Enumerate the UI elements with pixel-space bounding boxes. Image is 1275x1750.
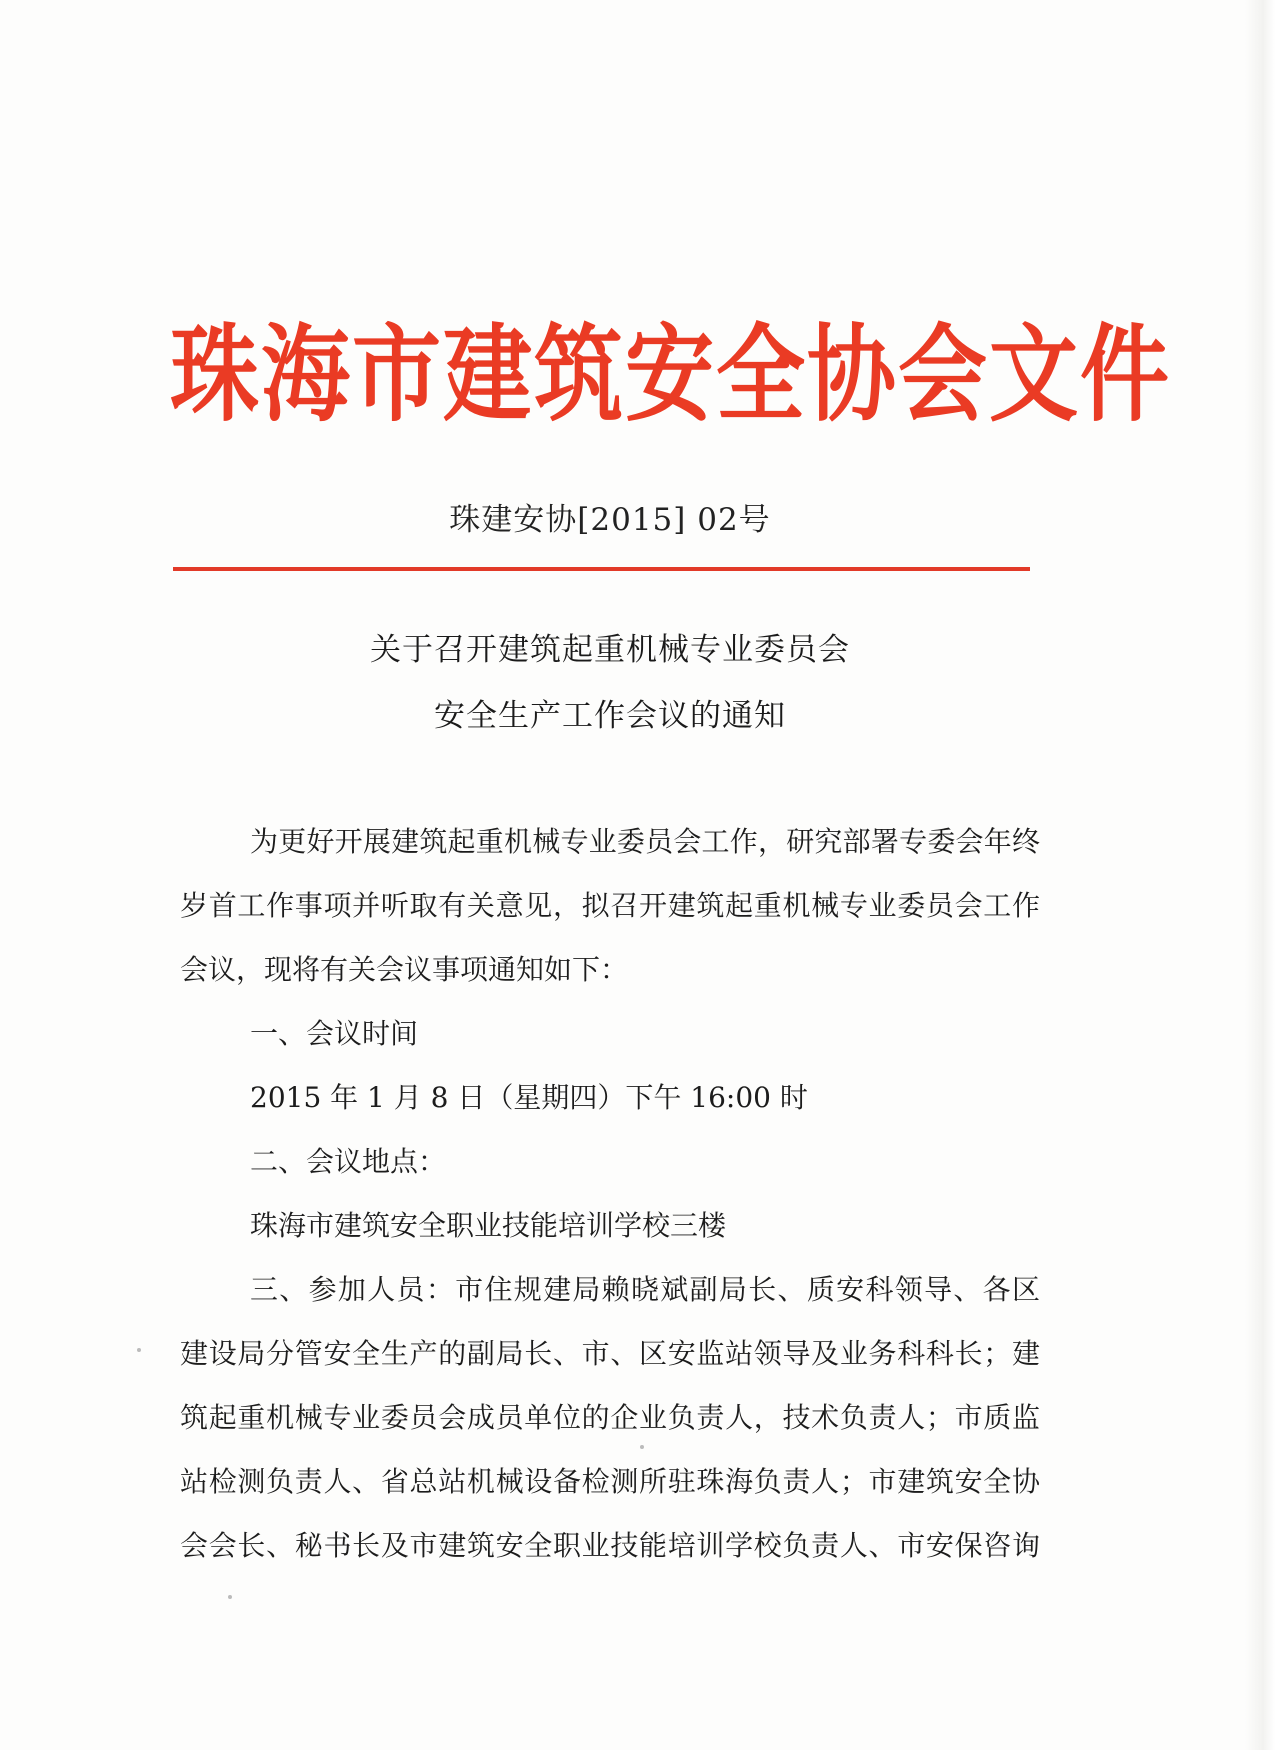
section-heading-time: 一、会议时间	[250, 1017, 419, 1050]
scan-speck	[640, 1445, 644, 1449]
scan-speck	[228, 1595, 232, 1599]
body-line: 站检测负责人、省总站机械设备检测所驻珠海负责人；市建筑安全协	[180, 1465, 1040, 1498]
body-line: 会议，现将有关会议事项通知如下：	[180, 953, 629, 986]
section-heading-attendees: 三、参加人员：市住规建局赖晓斌副局长、质安科领导、各区	[250, 1273, 1040, 1306]
red-divider-line	[173, 567, 1030, 571]
scan-edge-shadow	[1245, 0, 1275, 1750]
scan-speck	[137, 1348, 141, 1352]
document-number: 珠建安协[2015] 02号	[449, 502, 771, 538]
notice-title-line-1: 关于召开建筑起重机械专业委员会	[370, 632, 850, 668]
meeting-time-value: 2015 年 1 月 8 日（星期四）下午 16:00 时	[250, 1081, 808, 1114]
organization-header-title: 珠海市建筑安全协会文件	[170, 313, 1171, 436]
body-line: 为更好开展建筑起重机械专业委员会工作，研究部署专委会年终	[250, 825, 1040, 858]
body-line: 会会长、秘书长及市建筑安全职业技能培训学校负责人、市安保咨询	[180, 1529, 1040, 1562]
section-heading-location: 二、会议地点：	[250, 1145, 447, 1178]
meeting-location-value: 珠海市建筑安全职业技能培训学校三楼	[250, 1209, 727, 1242]
body-line: 筑起重机械专业委员会成员单位的企业负责人，技术负责人；市质监	[180, 1401, 1040, 1434]
body-line: 岁首工作事项并听取有关意见，拟召开建筑起重机械专业委员会工作	[180, 889, 1040, 922]
notice-title-line-2: 安全生产工作会议的通知	[434, 698, 786, 734]
body-line: 建设局分管安全生产的副局长、市、区安监站领导及业务科科长；建	[180, 1337, 1040, 1370]
